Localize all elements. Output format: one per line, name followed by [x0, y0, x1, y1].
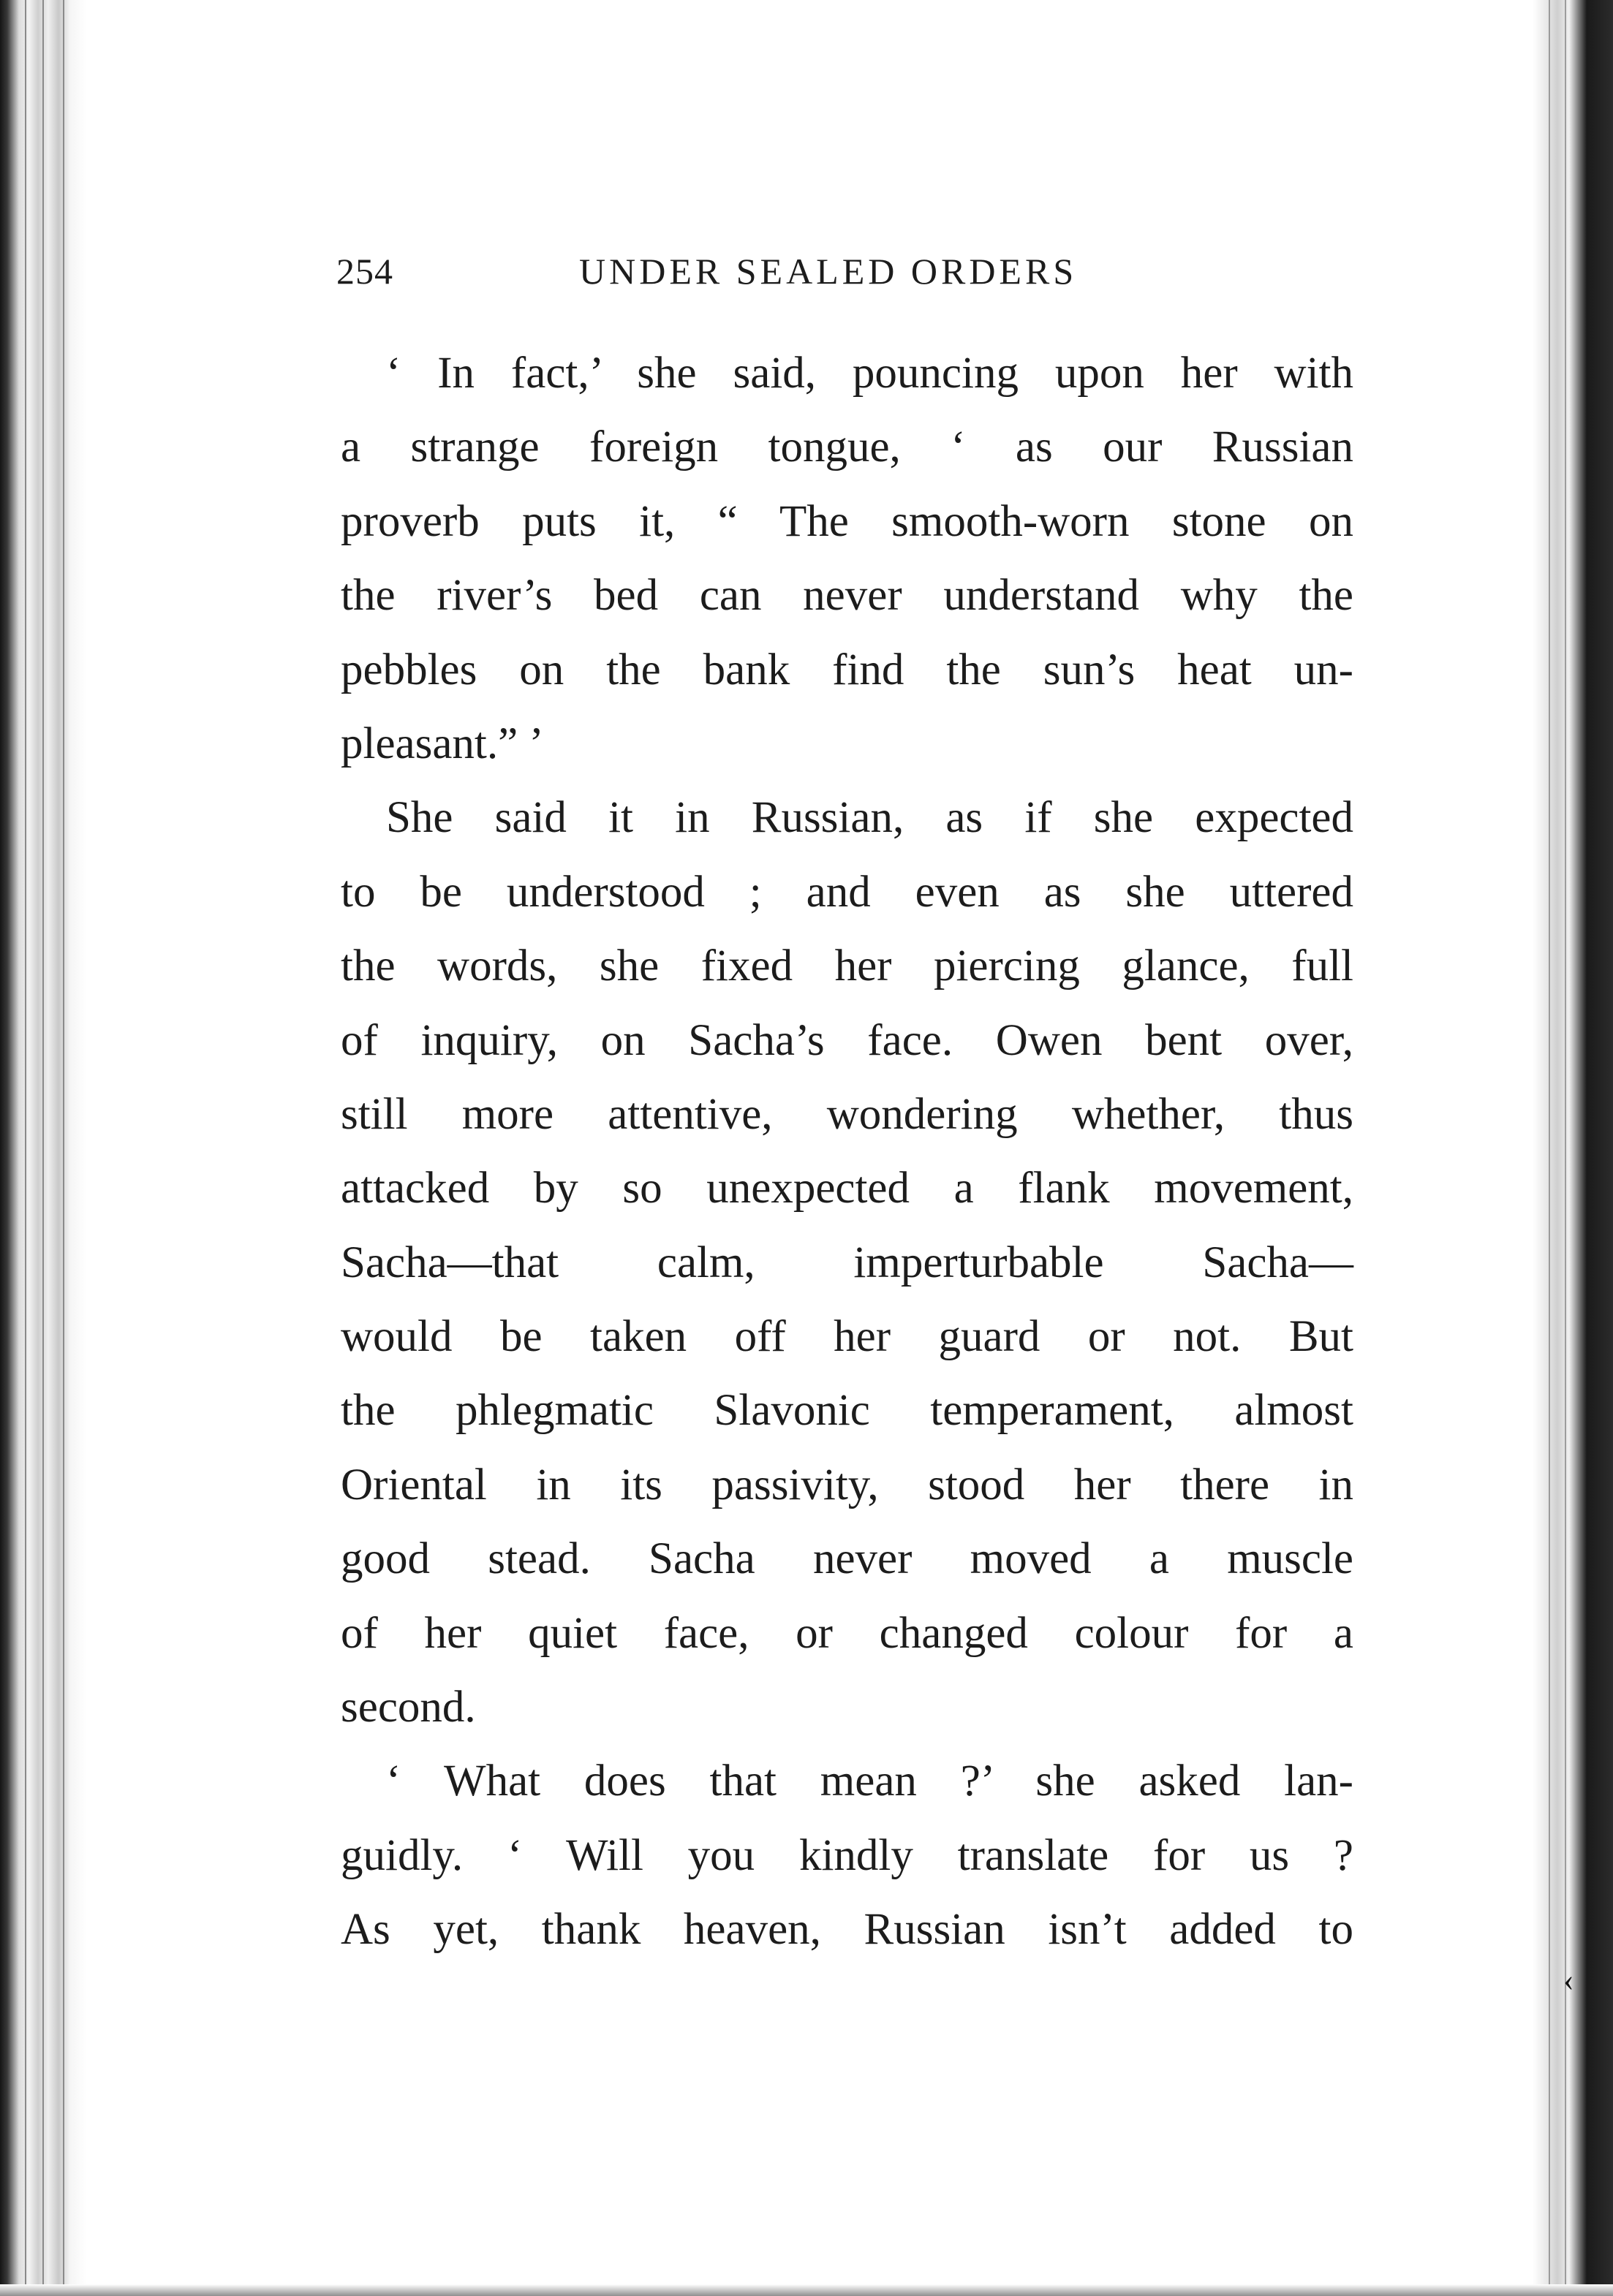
book-right-edge	[1533, 0, 1613, 2296]
page-number: 254	[336, 251, 393, 292]
text-line: pleasant.” ’	[341, 719, 544, 768]
text-line: pebbles on the bank find the sun’s heat un-	[341, 645, 1353, 694]
text-line: would be taken off her guard or not. But	[341, 1312, 1353, 1362]
text-line: Oriental in its passivity, stood her there in	[341, 1460, 1353, 1509]
text-line: still more attentive, wondering whether, thus	[341, 1089, 1353, 1139]
text-line: second.	[341, 1683, 476, 1732]
spine-line	[42, 0, 44, 2296]
text-line: the river’s bed can never understand why the	[341, 571, 1353, 621]
text-line: attacked by so unexpected a flank movement,	[341, 1164, 1353, 1213]
text-line: good stead. Sacha never moved a muscle	[341, 1534, 1353, 1584]
text-line: As yet, thank heaven, Russian isn’t added to	[341, 1905, 1353, 1955]
page-edge-line	[1549, 0, 1550, 2296]
text-line: the phlegmatic Slavonic temperament, almost	[341, 1386, 1353, 1436]
text-line: guidly. ‘ Will you kindly translate for us ?	[341, 1830, 1353, 1880]
book-bottom-edge	[0, 2284, 1613, 2296]
text-line: ‘ In fact,’ she said, pouncing upon her with	[386, 349, 1353, 398]
text-line: ‘ What does that mean ?’ she asked lan-	[386, 1757, 1353, 1806]
margin-mark: ‹	[1563, 1962, 1574, 1998]
book-spine-left-edge	[0, 0, 86, 2296]
text-line: to be understood ; and even as she uttered	[341, 867, 1353, 917]
text-line: of inquiry, on Sacha’s face. Owen bent over,	[341, 1015, 1353, 1065]
text-line: the words, she fixed her piercing glance, full	[341, 941, 1353, 991]
text-line: of her quiet face, or changed colour for a	[341, 1608, 1353, 1658]
text-line: a strange foreign tongue, ‘ as our Russian	[341, 423, 1353, 472]
running-head: UNDER SEALED ORDERS	[579, 251, 1078, 292]
text-line: proverb puts it, “ The smooth-worn stone on	[341, 496, 1353, 546]
page-header	[336, 246, 1375, 297]
page-edge-line	[1565, 0, 1566, 2296]
text-line: She said it in Russian, as if she expected	[386, 793, 1353, 843]
body-text	[341, 336, 1353, 1967]
spine-line	[25, 0, 26, 2296]
text-line: Sacha—that calm, imperturbable Sacha—	[341, 1238, 1353, 1287]
spine-line	[63, 0, 64, 2296]
